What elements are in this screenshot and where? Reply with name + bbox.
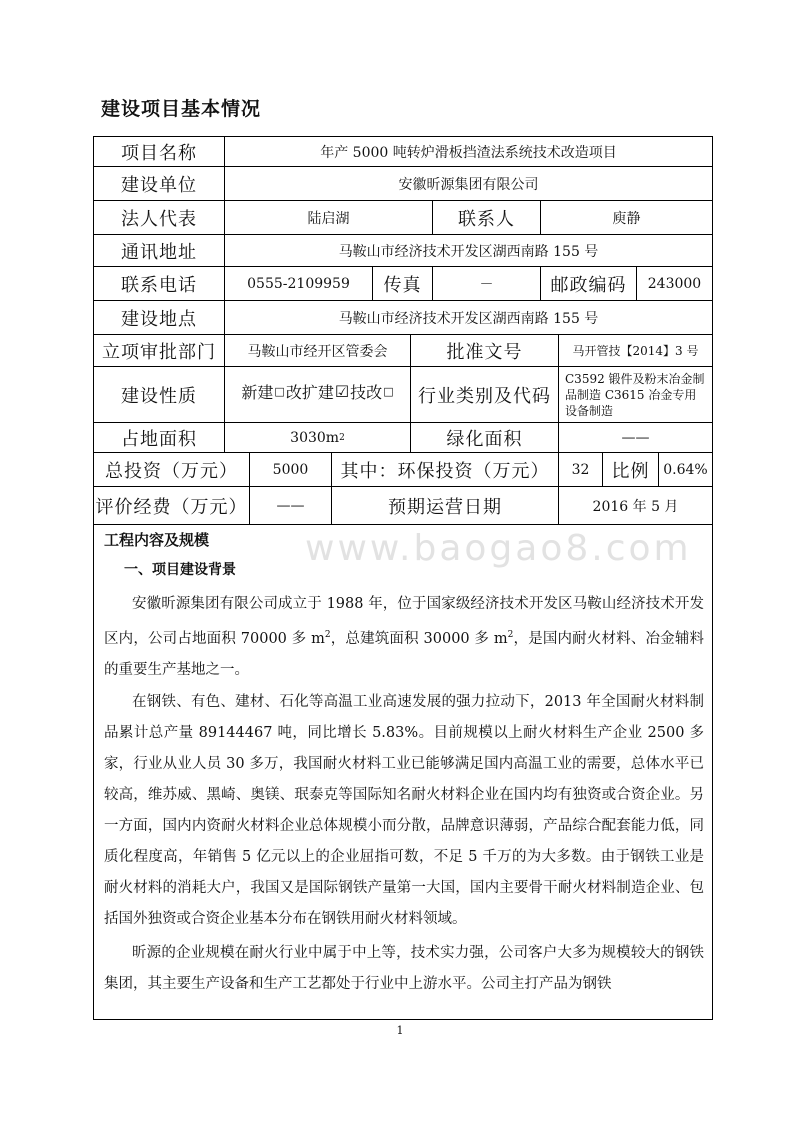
row-nature <box>94 367 712 423</box>
label-tech: 技改 <box>350 383 383 402</box>
paragraph-1-part-a: 安徽昕源集团有限公司成立于 1988 年，位于国家级经济技术开发区马鞍山经济技术开发区内，公司占地面积 70000 多 m <box>104 596 704 647</box>
section-title: 工程内容及规模 <box>104 531 210 549</box>
label-new: 新建 <box>241 383 274 402</box>
row-unit <box>94 167 712 201</box>
value-address: 马鞍山市经济技术开发区湖西南路 155 号 <box>338 243 599 260</box>
value-green-area: —— <box>621 429 650 446</box>
label-phone: 联系电话 <box>94 267 225 300</box>
value-evaluation: —— <box>250 487 332 524</box>
paragraph-1 <box>104 589 704 686</box>
label-unit: 建设单位 <box>94 167 225 200</box>
label-fax: 传真 <box>373 267 433 300</box>
label-industry: 行业类别及代码 <box>411 367 559 422</box>
paragraph-1-part-c: ，是国内耐火材料、冶金辅料的重要生产基地之一。 <box>104 630 705 678</box>
paragraph-3: 昕源的企业规模在耐火行业中属于中上等，技术实力强，公司客户大多为规模较大的钢铁集团，其主要生产设备和生产工艺都处于行业中上游水平。公司主打产品为钢铁 <box>104 945 704 992</box>
label-nature: 建设性质 <box>94 367 225 422</box>
checkbox-tech[interactable]: □ <box>383 385 394 398</box>
label-site: 建设地点 <box>94 301 225 334</box>
value-unit: 安徽昕源集团有限公司 <box>398 176 539 193</box>
row-approval <box>94 335 712 367</box>
label-investment: 总投资（万元） <box>94 453 250 486</box>
label-postcode: 邮政编码 <box>541 267 637 300</box>
label-legal-rep: 法人代表 <box>94 201 225 234</box>
value-area <box>225 423 411 452</box>
label-project-name: 项目名称 <box>94 137 225 166</box>
value-project-name: 年产 5000 吨转炉滑板挡渣法系统技术改造项目 <box>320 144 617 161</box>
row-address <box>94 235 712 267</box>
checkbox-new[interactable]: □ <box>274 385 285 398</box>
label-contact: 联系人 <box>433 201 541 234</box>
label-evaluation: 评价经费（万元） <box>94 487 250 524</box>
row-legal-rep <box>94 201 712 235</box>
row-investment <box>94 453 712 487</box>
label-operation-date: 预期运营日期 <box>332 487 559 524</box>
row-site <box>94 301 712 335</box>
label-area: 占地面积 <box>94 423 225 452</box>
label-env-investment: 其中：环保投资（万元） <box>332 453 559 486</box>
watermark: www.baogao8.com <box>305 528 692 569</box>
value-operation-date: 2016 年 5 月 <box>592 498 679 515</box>
row-phone <box>94 267 712 301</box>
paragraph-1-sup-2: 2 <box>507 630 514 640</box>
paragraph-1-part-b: ，总建筑面积 30000 多 m <box>330 630 508 647</box>
value-doc-number: 马开管技【2014】3 号 <box>572 344 699 358</box>
label-doc-number: 批准文号 <box>411 335 559 366</box>
value-area-number: 3030m <box>290 429 340 446</box>
checkbox-expand-checked[interactable]: ☑ <box>334 382 350 401</box>
value-investment: 5000 <box>250 453 332 486</box>
value-ratio: 0.64% <box>663 461 708 478</box>
paragraph-1-sup-1: 2 <box>324 630 331 640</box>
value-area-sup: 2 <box>339 432 345 443</box>
label-approval: 立项审批部门 <box>94 335 225 366</box>
value-industry: C3592 锻件及粉末冶金制品制造 C3615 冶金专用设备制造 <box>565 372 705 418</box>
page-number: 1 <box>396 1024 404 1037</box>
subsection-title: 一、项目建设背景 <box>124 562 236 578</box>
paragraph-2: 在钢铁、有色、建材、石化等高温工业高速发展的强力拉动下，2013 年全国耐火材料制品累计总产量 89144467 吨，同比增长 5.83%。目前规模以上耐火材料生产企业 2500 多家，行业从业人员 30 多万，我国耐火材料工业已能够满足国内高温工业的需要，总体水平已较高，维苏威、黑崎、奥镁、珉泰克等国际知名耐火材料企业在国内均有独资或合资企业。另一方面，国内内资耐火材料企业总体规模小而分散，品牌意识薄弱，产品综合配套能力低，同质化程度高，年销售 5 亿元以上的企业屈指可数，不足 5 千万的为大多数。由于钢铁工业是耐火材料的消耗大户，我国又是国际钢铁产量第一大国，国内主要骨干耐火材料制造企业、包括国外独资或合资企业基本分布在钢铁用耐火材料领域。 <box>104 694 704 927</box>
row-area <box>94 423 712 453</box>
value-postcode: 243000 <box>647 275 702 292</box>
value-contact: 庾静 <box>612 210 641 227</box>
label-ratio: 比例 <box>603 453 659 486</box>
project-info-table <box>93 136 713 1020</box>
value-phone: 0555-2109959 <box>225 267 373 300</box>
row-evaluation <box>94 487 712 525</box>
value-legal-rep: 陆启湖 <box>225 201 433 234</box>
value-env-investment: 32 <box>559 453 603 486</box>
label-green-area: 绿化面积 <box>411 423 559 452</box>
row-project-name <box>94 137 712 167</box>
label-expand: 改扩建 <box>285 383 334 402</box>
value-approval: 马鞍山市经开区管委会 <box>225 335 411 366</box>
value-site: 马鞍山市经济技术开发区湖西南路 155 号 <box>338 310 599 327</box>
nature-checkboxes <box>225 367 411 422</box>
value-fax: － <box>433 267 541 300</box>
page-title: 建设项目基本情况 <box>101 98 262 120</box>
label-address: 通讯地址 <box>94 235 225 266</box>
